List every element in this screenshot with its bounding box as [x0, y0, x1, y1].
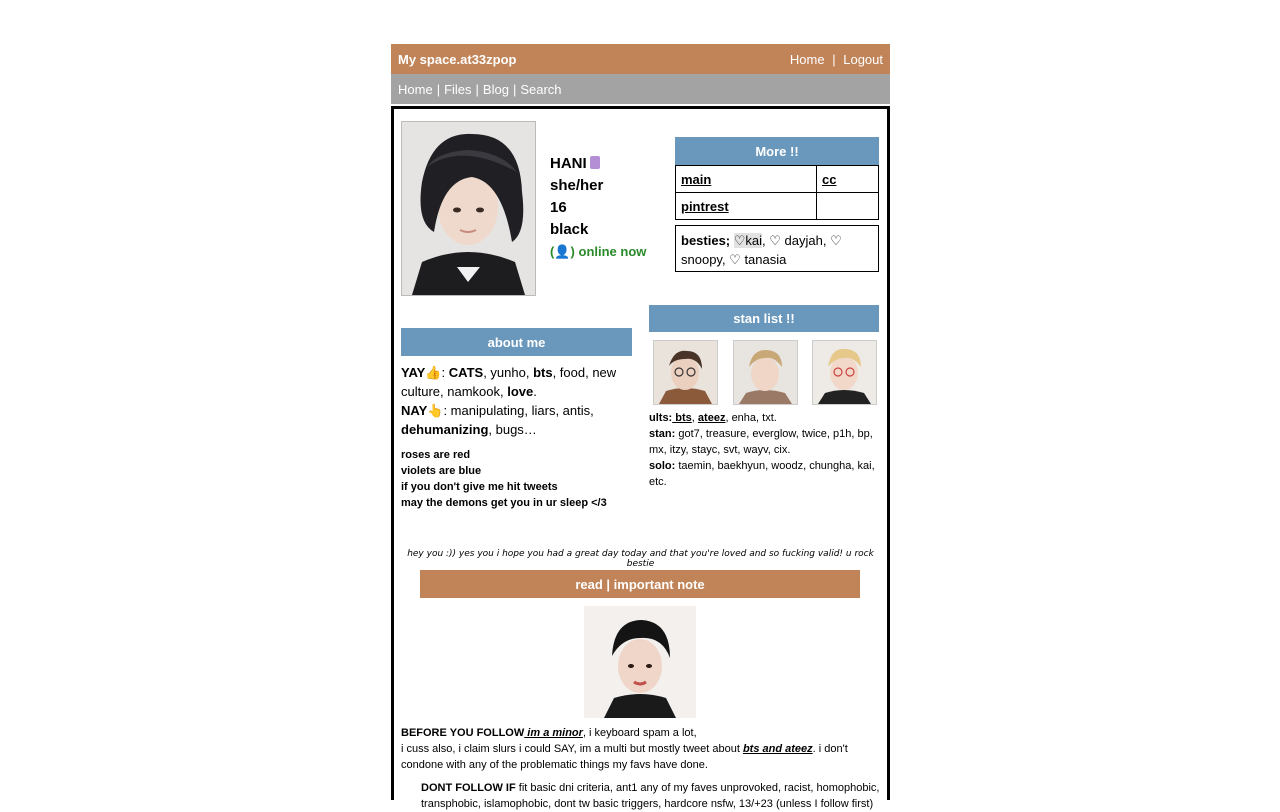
- ults-row: ults: bts, ateez, enha, txt.: [649, 412, 777, 424]
- bts-link[interactable]: bts: [672, 412, 692, 424]
- stan-row: [649, 426, 881, 458]
- pointing-up-icon: 👆: [427, 403, 444, 418]
- before-text-3: . i don't condone with any of the problematic things my favs have done.: [401, 743, 848, 771]
- before-line-1: [401, 725, 881, 741]
- nav-search[interactable]: Search: [520, 81, 562, 97]
- profile-name-row: [550, 153, 646, 175]
- dehumanizing: dehumanizing: [401, 422, 489, 437]
- stan-text: [649, 410, 881, 490]
- circle-photo: [584, 606, 696, 718]
- stan-label: stan:: [649, 428, 676, 440]
- bestie-highlight: ♡kai: [733, 233, 763, 248]
- logout-link[interactable]: Logout: [843, 51, 883, 67]
- poem-line: if you don't give me hit tweets: [401, 481, 558, 493]
- nav-bar: [391, 74, 890, 104]
- yay-label: YAY: [401, 365, 426, 380]
- more-links-table: [675, 165, 879, 220]
- profile-pronouns: she/her: [550, 177, 604, 194]
- cc-link[interactable]: cc: [822, 171, 837, 187]
- read-important-note-bar: read | important note: [420, 570, 860, 598]
- nay-label: NAY: [401, 403, 428, 418]
- user-icon: 👤: [554, 244, 571, 259]
- poem: [401, 447, 632, 511]
- online-status: [550, 241, 646, 263]
- stan-photo: [812, 340, 877, 405]
- stan-photo: [653, 340, 718, 405]
- separator: |: [475, 81, 479, 97]
- battery-icon: [590, 156, 600, 169]
- link-cell: [676, 193, 817, 220]
- pintrest-link[interactable]: pintrest: [681, 198, 729, 214]
- about-me-text: [401, 363, 632, 439]
- thumbs-up-icon: 👍: [425, 365, 442, 380]
- before-label: BEFORE YOU FOLLOW: [401, 727, 525, 739]
- table-row: [676, 166, 879, 193]
- poem-line: violets are blue: [401, 465, 482, 477]
- nav-blog[interactable]: Blog: [482, 81, 509, 97]
- besties-box: [675, 225, 879, 272]
- profile-photo: [401, 121, 536, 296]
- nav-home[interactable]: Home: [398, 81, 433, 97]
- bts-and-ateez-link[interactable]: bts and ateez: [742, 743, 813, 755]
- separator: |: [512, 81, 517, 97]
- cats: CATS: [448, 365, 484, 380]
- more-header: More !!: [675, 137, 879, 165]
- stan-images: [653, 340, 877, 405]
- solo-artists: taemin, baekhyun, woodz, chungha, kai, etc.: [649, 460, 875, 488]
- solo-label: solo:: [649, 460, 676, 472]
- yay-rest: , food, new culture, namkook,: [401, 365, 617, 399]
- love: love: [507, 384, 534, 399]
- link-cell: [817, 193, 879, 220]
- nay-row: [401, 401, 632, 439]
- before-text-2: i cuss also, i claim slurs i could SAY, im a multi but mostly tweet about: [401, 743, 743, 755]
- link-cell: [676, 166, 817, 193]
- nav-files[interactable]: Files: [444, 81, 472, 97]
- poem-line: roses are red: [401, 449, 471, 461]
- stan-list-header: stan list !!: [649, 305, 879, 332]
- top-bar: [391, 44, 890, 74]
- separator: |: [832, 51, 836, 67]
- poem-line: may the demons get you in ur sleep </3: [401, 497, 607, 509]
- nay-rest: , bugs…: [488, 422, 537, 437]
- stan-photo: [733, 340, 798, 405]
- top-links: [790, 52, 883, 67]
- dont-follow-if: [421, 780, 881, 812]
- stan-groups: got7, treasure, everglow, twice, p1h, bp, mx, itzy, stayc, svt, wayv, cix.: [649, 428, 873, 456]
- link-cell: [817, 166, 879, 193]
- yay-row: YAY👍: CATS, yunho, bts, food, new culture, namkook, love.: [401, 365, 617, 399]
- bts: bts: [533, 365, 553, 380]
- status-text: online now: [578, 244, 647, 259]
- solo-row: [649, 458, 881, 490]
- ults-label: ults:: [649, 412, 673, 424]
- ateez-link[interactable]: ateez: [697, 412, 726, 424]
- before-you-follow: [401, 725, 881, 773]
- ults-rest: , enha, txt.: [725, 412, 777, 424]
- dont-label: DONT FOLLOW IF: [421, 782, 516, 794]
- profile-info: [550, 153, 646, 263]
- profile-photo-art: [402, 122, 535, 295]
- about-me-header: about me: [401, 328, 632, 356]
- im-a-minor-link[interactable]: im a minor: [524, 727, 583, 739]
- status-open: (: [550, 244, 555, 259]
- home-link[interactable]: Home: [789, 51, 825, 67]
- main-link[interactable]: main: [681, 171, 712, 187]
- dont-text: fit basic dni criteria, ant1 any of my faves unprovoked, racist, homophobic, transphobic, islamophobic, dont tw basic triggers, hardcore nsfw, 13/+23 (unless I follow first): [421, 782, 880, 810]
- separator: |: [436, 81, 441, 97]
- site-brand: My space.at33zpop: [398, 51, 517, 67]
- status-close: ): [570, 244, 575, 259]
- yay-mid: , yunho,: [483, 365, 534, 380]
- table-row: [676, 193, 879, 220]
- bestie-message: hey you :)) yes you i hope you had a great day today and that you're loved and so fucking valid! u rock bestie: [407, 549, 874, 569]
- before-line-2: [401, 741, 881, 773]
- besties-list: , ♡ dayjah, ♡ snoopy, ♡ tanasia: [681, 233, 842, 267]
- profile-main: [391, 106, 890, 810]
- page-container: [391, 44, 890, 810]
- profile-name: HANI: [550, 155, 587, 172]
- profile-age: 16: [550, 199, 567, 216]
- besties-label: besties;: [681, 233, 731, 248]
- profile-race: black: [550, 221, 589, 238]
- nay-text: : manipulating, liars, antis,: [443, 403, 594, 418]
- before-text-1: , i keyboard spam a lot,: [582, 727, 697, 739]
